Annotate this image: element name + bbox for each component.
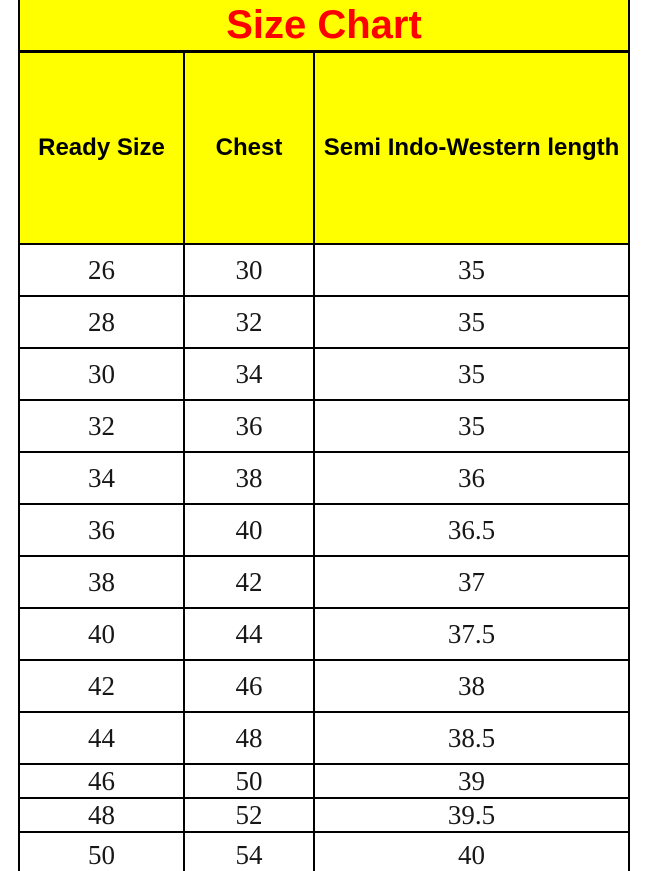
- column-header-row: [19, 52, 629, 245]
- table-cell: 30: [184, 244, 314, 296]
- table-row: [19, 400, 629, 452]
- table-cell: 36: [314, 452, 629, 504]
- column-header-ready-size: Ready Size: [19, 52, 184, 245]
- table-cell: 46: [184, 660, 314, 712]
- column-header-semi-indo-western-length: Semi Indo-Western length: [314, 52, 629, 245]
- table-row: [19, 660, 629, 712]
- table-cell: 32: [19, 400, 184, 452]
- table-cell: 44: [19, 712, 184, 764]
- table-row: [19, 556, 629, 608]
- table-cell: 54: [184, 832, 314, 871]
- table-cell: 28: [19, 296, 184, 348]
- size-chart-table: [18, 0, 630, 871]
- table-cell: 42: [19, 660, 184, 712]
- table-row: [19, 798, 629, 832]
- table-row: [19, 608, 629, 660]
- table-cell: 50: [184, 764, 314, 798]
- table-cell: 48: [19, 798, 184, 832]
- table-row: [19, 712, 629, 764]
- table-row: [19, 348, 629, 400]
- table-cell: 38: [314, 660, 629, 712]
- column-header-chest: Chest: [184, 52, 314, 245]
- table-cell: 35: [314, 400, 629, 452]
- table-cell: 46: [19, 764, 184, 798]
- size-chart-table-head: [19, 0, 629, 244]
- table-row: [19, 452, 629, 504]
- table-cell: 38: [184, 452, 314, 504]
- table-cell: 44: [184, 608, 314, 660]
- table-cell: 36: [184, 400, 314, 452]
- table-cell: 34: [19, 452, 184, 504]
- table-cell: 37.5: [314, 608, 629, 660]
- table-cell: 42: [184, 556, 314, 608]
- table-cell: 36.5: [314, 504, 629, 556]
- table-cell: 32: [184, 296, 314, 348]
- table-cell: 38: [19, 556, 184, 608]
- table-cell: 35: [314, 296, 629, 348]
- table-cell: 40: [314, 832, 629, 871]
- table-cell: 40: [19, 608, 184, 660]
- table-cell: 26: [19, 244, 184, 296]
- table-cell: 39.5: [314, 798, 629, 832]
- table-cell: 35: [314, 244, 629, 296]
- table-cell: 38.5: [314, 712, 629, 764]
- table-cell: 35: [314, 348, 629, 400]
- size-table-body: [19, 244, 629, 871]
- table-cell: 48: [184, 712, 314, 764]
- table-row: [19, 832, 629, 871]
- table-cell: 37: [314, 556, 629, 608]
- table-cell: 30: [19, 348, 184, 400]
- table-cell: 39: [314, 764, 629, 798]
- table-cell: 50: [19, 832, 184, 871]
- table-row: [19, 504, 629, 556]
- table-cell: 52: [184, 798, 314, 832]
- table-cell: 36: [19, 504, 184, 556]
- table-row: [19, 764, 629, 798]
- title-row: [19, 0, 629, 52]
- chart-title: Size Chart: [19, 0, 629, 52]
- table-cell: 40: [184, 504, 314, 556]
- table-row: [19, 244, 629, 296]
- table-cell: 34: [184, 348, 314, 400]
- table-row: [19, 296, 629, 348]
